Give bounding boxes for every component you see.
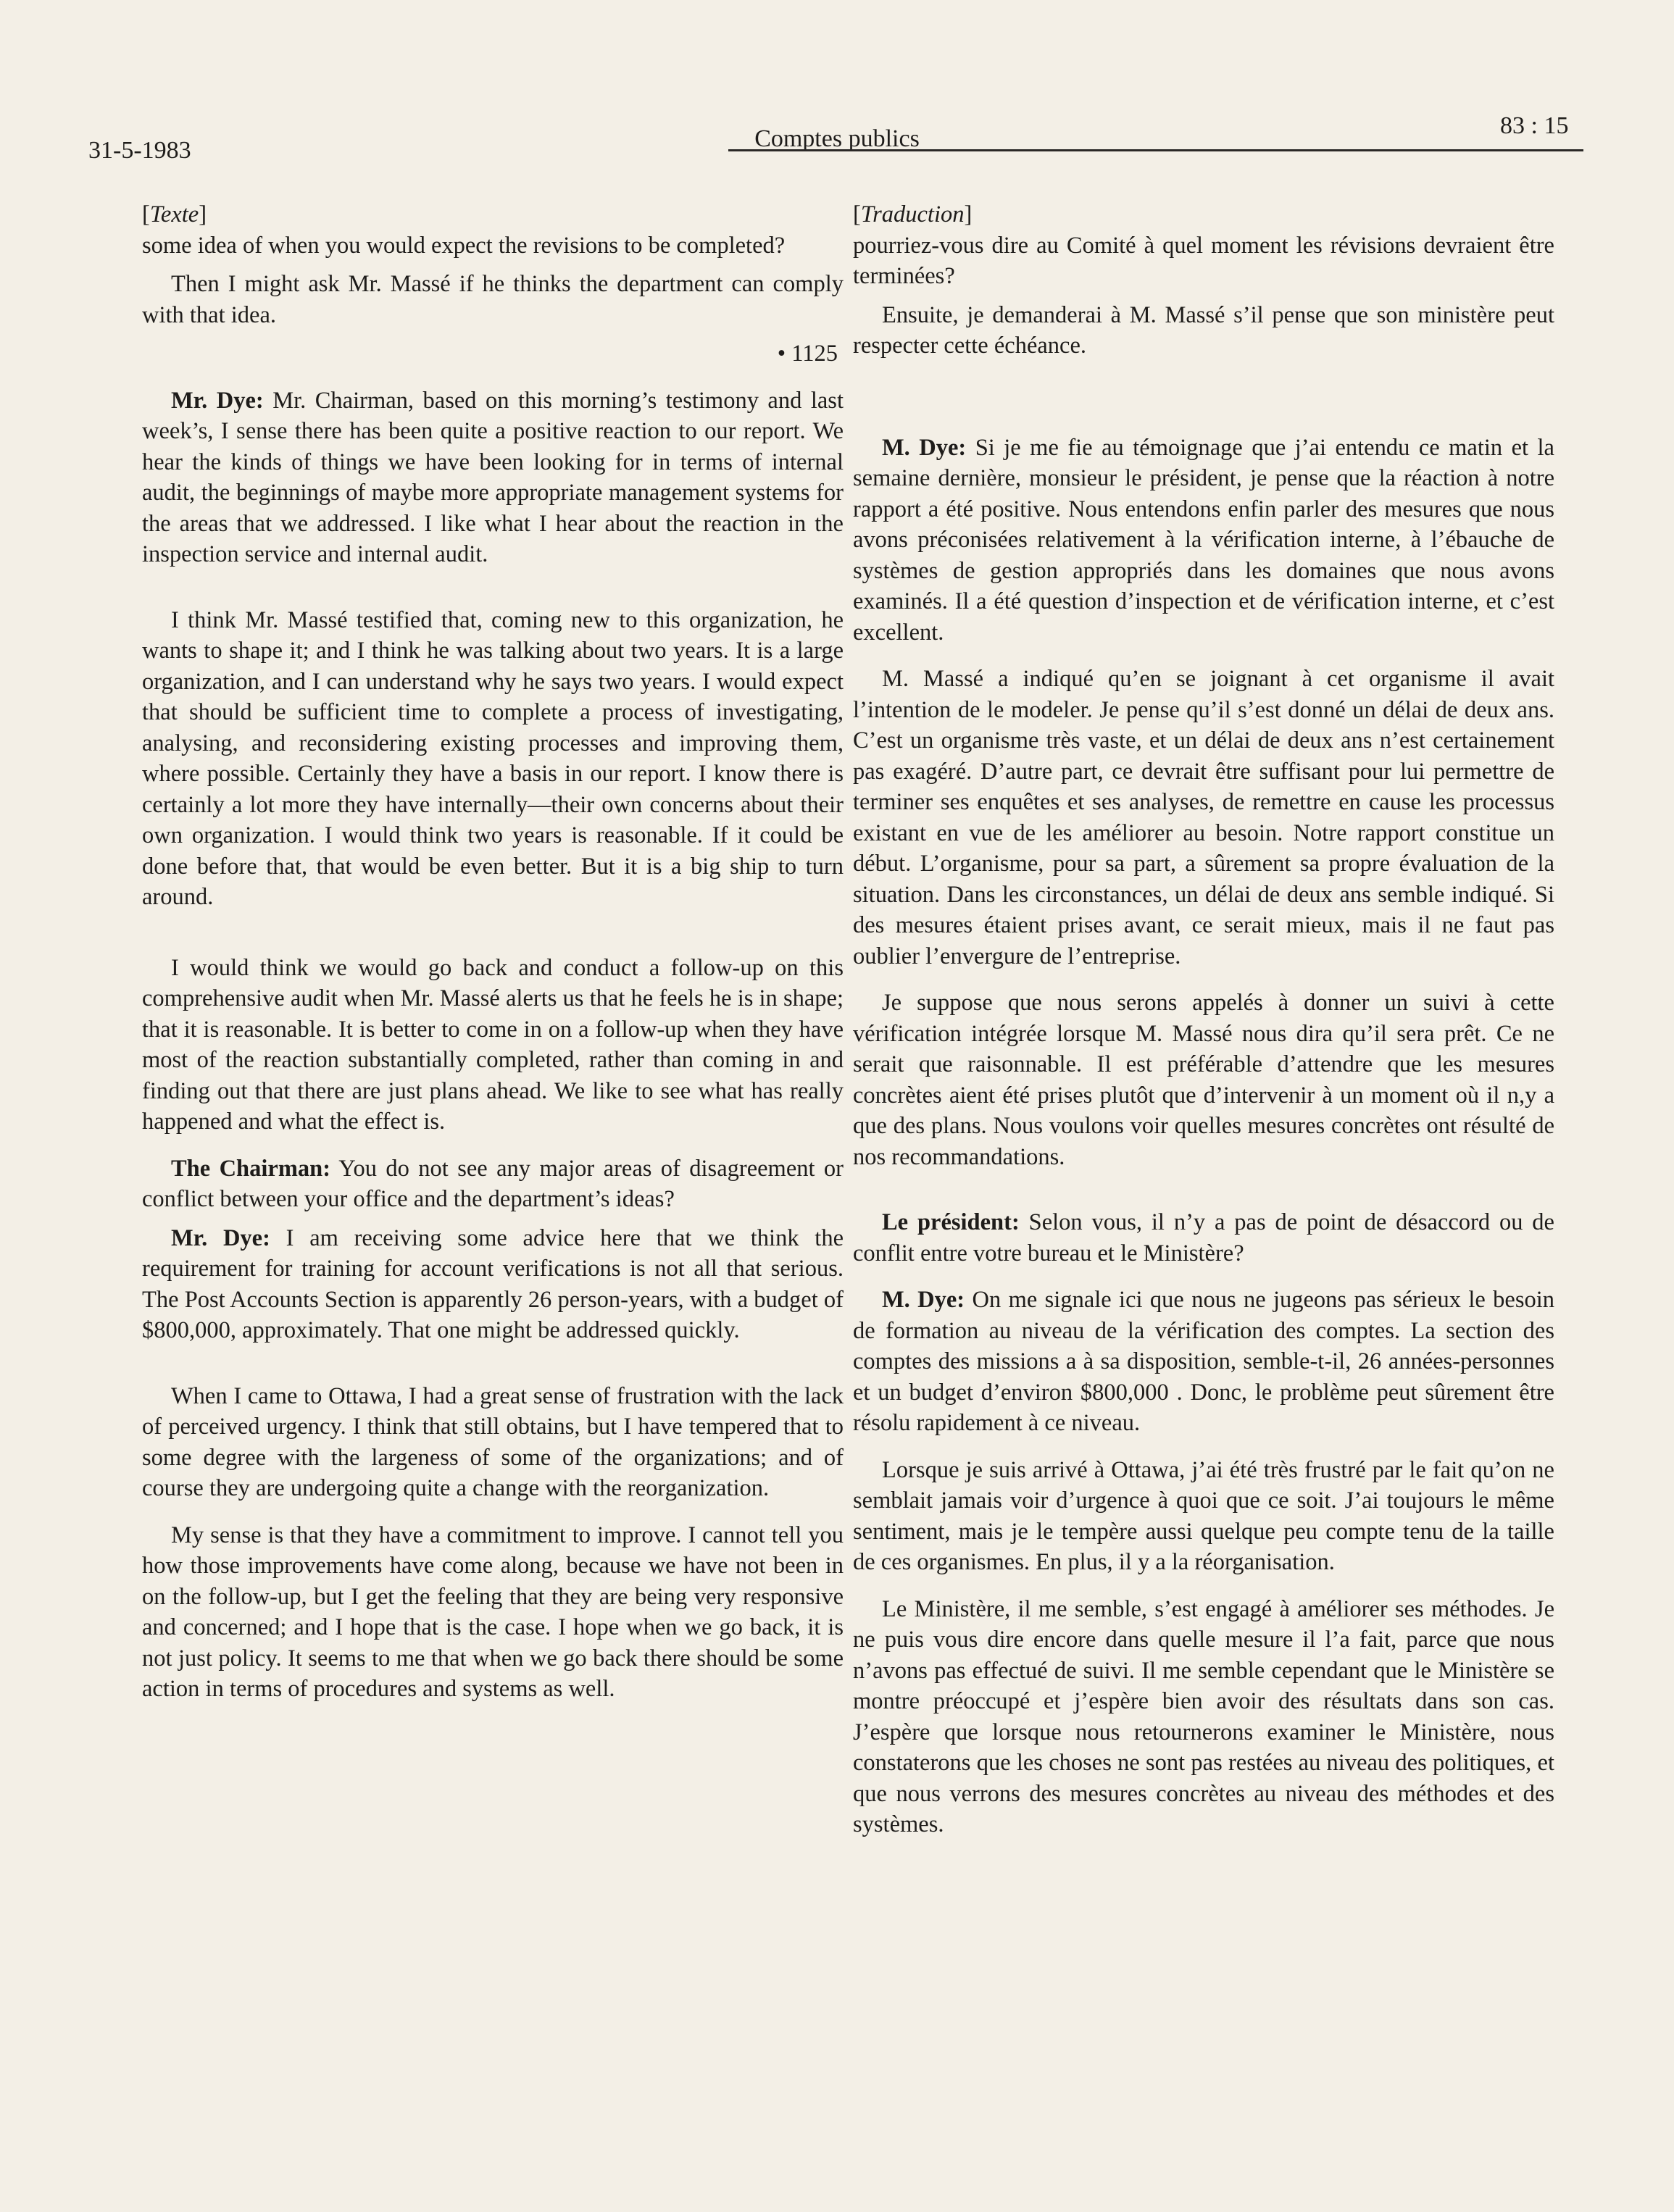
paragraph: Lorsque je suis arrivé à Ottawa, j’ai été très frustré par le fait qu’on ne semblait jamais voir d’urgence à quoi que ce soit. J’ai toujours le même sentiment, mais je le tempère aussi quelque peu compte tenu de la taille de ces organismes. En plus, il y a la réorganisation. (853, 1456, 1554, 1575)
speaker-name: Le président: (882, 1209, 1020, 1235)
paragraph (142, 1153, 844, 1215)
paragraph (853, 1285, 1554, 1439)
speaker-name: M. Dye: (882, 434, 967, 461)
speech-text: I am receiving some advice here that we think the requirement for training for account verifications is not all that serious. The Post Accounts Section is apparently 26 person-years, with a budget of $800,000, approximately. That one might be addressed quickly. (142, 1224, 844, 1343)
paragraph: pourriez-vous dire au Comité à quel moment les révisions devraient être terminées? (853, 232, 1554, 289)
paragraph: When I came to Ottawa, I had a great sense of frustration with the lack of perceived urgency. I think that still obtains, but I have tempered that to some degree with the largeness of some of the organizations; and of course they are undergoing quite a change with the reorganization. (142, 1382, 844, 1501)
page-number: 83 : 15 (1500, 112, 1569, 139)
speech-text: You do not see any major areas of disagreement or conflict between your office and the department’s ideas? (142, 1155, 844, 1212)
french-column (853, 199, 1554, 1840)
page-title: Comptes publics (754, 125, 920, 152)
language-tag: [Traduction] (853, 201, 973, 228)
time-marker: • 1125 (777, 341, 838, 367)
paragraph: Then I might ask Mr. Massé if he thinks the department can comply with that idea. (142, 271, 844, 328)
paragraph (853, 1207, 1554, 1269)
paragraph: I would think we would go back and conduct a follow-up on this comprehensive audit when Mr. Massé alerts us that he feels he is in shape; that it is reasonable. It is better to come in on a follow-up when they have most of the reaction substantially completed, rather than coming in and finding out that there are just plans ahead. We like to see what has really happened and what the effect is. (142, 954, 844, 1135)
language-tag-text: Traduction (860, 201, 965, 228)
speech-text: On me signale ici que nous ne jugeons pas sérieux le besoin de formation au niveau de la vérification des comptes. La section des comptes des missions a à sa disposition, semble-t-il, 26 années-personnes et un budget d’environ $800,000 . Donc, le problème peut sûrement être résolu rapidement à ce niveau. (853, 1287, 1554, 1436)
speech-text: Mr. Chairman, based on this morning’s testimony and last week’s, I sense there has been quite a positive reaction to our report. We hear the kinds of things we have been looking for in terms of internal audit, the beginnings of maybe more appropriate management systems for the areas that we addressed. I like what I hear about the reaction in the inspection service and internal audit. (142, 387, 844, 567)
page-date: 31-5-1983 (88, 137, 191, 164)
paragraph (142, 385, 844, 570)
paragraph: I think Mr. Massé testified that, coming new to this organization, he wants to shape it; and I think he was talking about two years. It is a large organization, and I can understand why he says two years. I would expect that should be sufficient time to complete a process of investigating, analysing, and reconsidering existing processes and improving them, where possible. Certainly they have a basis in our report. I know there is certainly a lot more they have internally—their own concerns about their own organization. I would think two years is reasonable. If it could be done before that, that would be even better. But it is a big ship to turn around. (142, 606, 844, 910)
speaker-name: The Chairman: (171, 1155, 331, 1182)
paragraph: My sense is that they have a commitment to improve. I cannot tell you how those improvements have come along, because we have not been in on the follow-up, but I get the feeling that they are being very responsive and concerned; and I hope that is the case. I hope when we go back, it is not just policy. It seems to me that when we go back there should be some action in terms of procedures and systems as well. (142, 1522, 844, 1702)
speaker-name: M. Dye: (882, 1287, 965, 1313)
english-column (142, 199, 844, 1705)
language-tag-text: Texte (149, 201, 199, 228)
language-tag: [Texte] (142, 201, 207, 228)
paragraph (853, 433, 1554, 648)
header-rule (728, 149, 1583, 151)
paragraph: Le Ministère, il me semble, s’est engagé à améliorer ses méthodes. Je ne puis vous dire encore dans quelle mesure il l’a fait, parce que nous n’avons pas effectué de suivi. Il me semble cependant que le Ministère se montre préoccupé et j’espère bien avoir des résultats dans son cas. J’espère que lorsque nous retournerons examiner le Ministère, nous constaterons que les choses ne sont pas restées au niveau des politiques, et que nous verrons des mesures concrètes au niveau des méthodes et des systèmes. (853, 1595, 1554, 1837)
paragraph (142, 1223, 844, 1346)
speech-text: Si je me fie au témoignage que j’ai entendu ce matin et la semaine dernière, monsieur le président, je pense que la réaction à notre rapport a été positive. Nous entendons enfin parler des mesures que nous avons préconisées relativement à la vérification interne, à l’ébauche de systèmes de gestion appropriés dans les domaines que nous avons examinés. Il a été question d’inspection et de vérification interne, et c’est excellent. (853, 434, 1554, 646)
paragraph: Ensuite, je demanderai à M. Massé s’il pense que son ministère peut respecter cette échéance. (853, 301, 1554, 359)
paragraph: Je suppose que nous serons appelés à donner un suivi à cette vérification intégrée lorsque M. Massé nous dira qu’il sera prêt. Ce ne serait que raisonnable. Il est préférable d’attendre que les mesures concrètes aient été prises plutôt que d’intervenir à un moment où il n,y a que des plans. Nous voulons voir quelles mesures concrètes ont résulté de nos recommandations. (853, 990, 1554, 1170)
paragraph: some idea of when you would expect the revisions to be completed? (142, 232, 786, 259)
speech-text: Selon vous, il n’y a pas de point de désaccord ou de conflit entre votre bureau et le Ministère? (853, 1209, 1554, 1266)
speaker-name: Mr. Dye: (171, 1224, 270, 1251)
speaker-name: Mr. Dye: (171, 387, 264, 414)
paragraph: M. Massé a indiqué qu’en se joignant à cet organisme il avait l’intention de le modeler. Je pense qu’il s’est donné un délai de deux ans. C’est un organisme très vaste, et un délai de deux ans n’est certainement pas exagéré. D’autre part, ce devrait être suffisant pour lui permettre de terminer ses enquêtes et ses analyses, de remettre en cause les processus existant en vue de les améliorer au besoin. Notre rapport constitue un début. L’organisme, pour sa part, a sûrement sa propre évaluation de la situation. Dans les circonstances, un délai de deux ans semble indiqué. Si des mesures étaient prises avant, ce serait mieux, mais il ne faut pas oublier l’envergure de l’entreprise. (853, 666, 1554, 969)
